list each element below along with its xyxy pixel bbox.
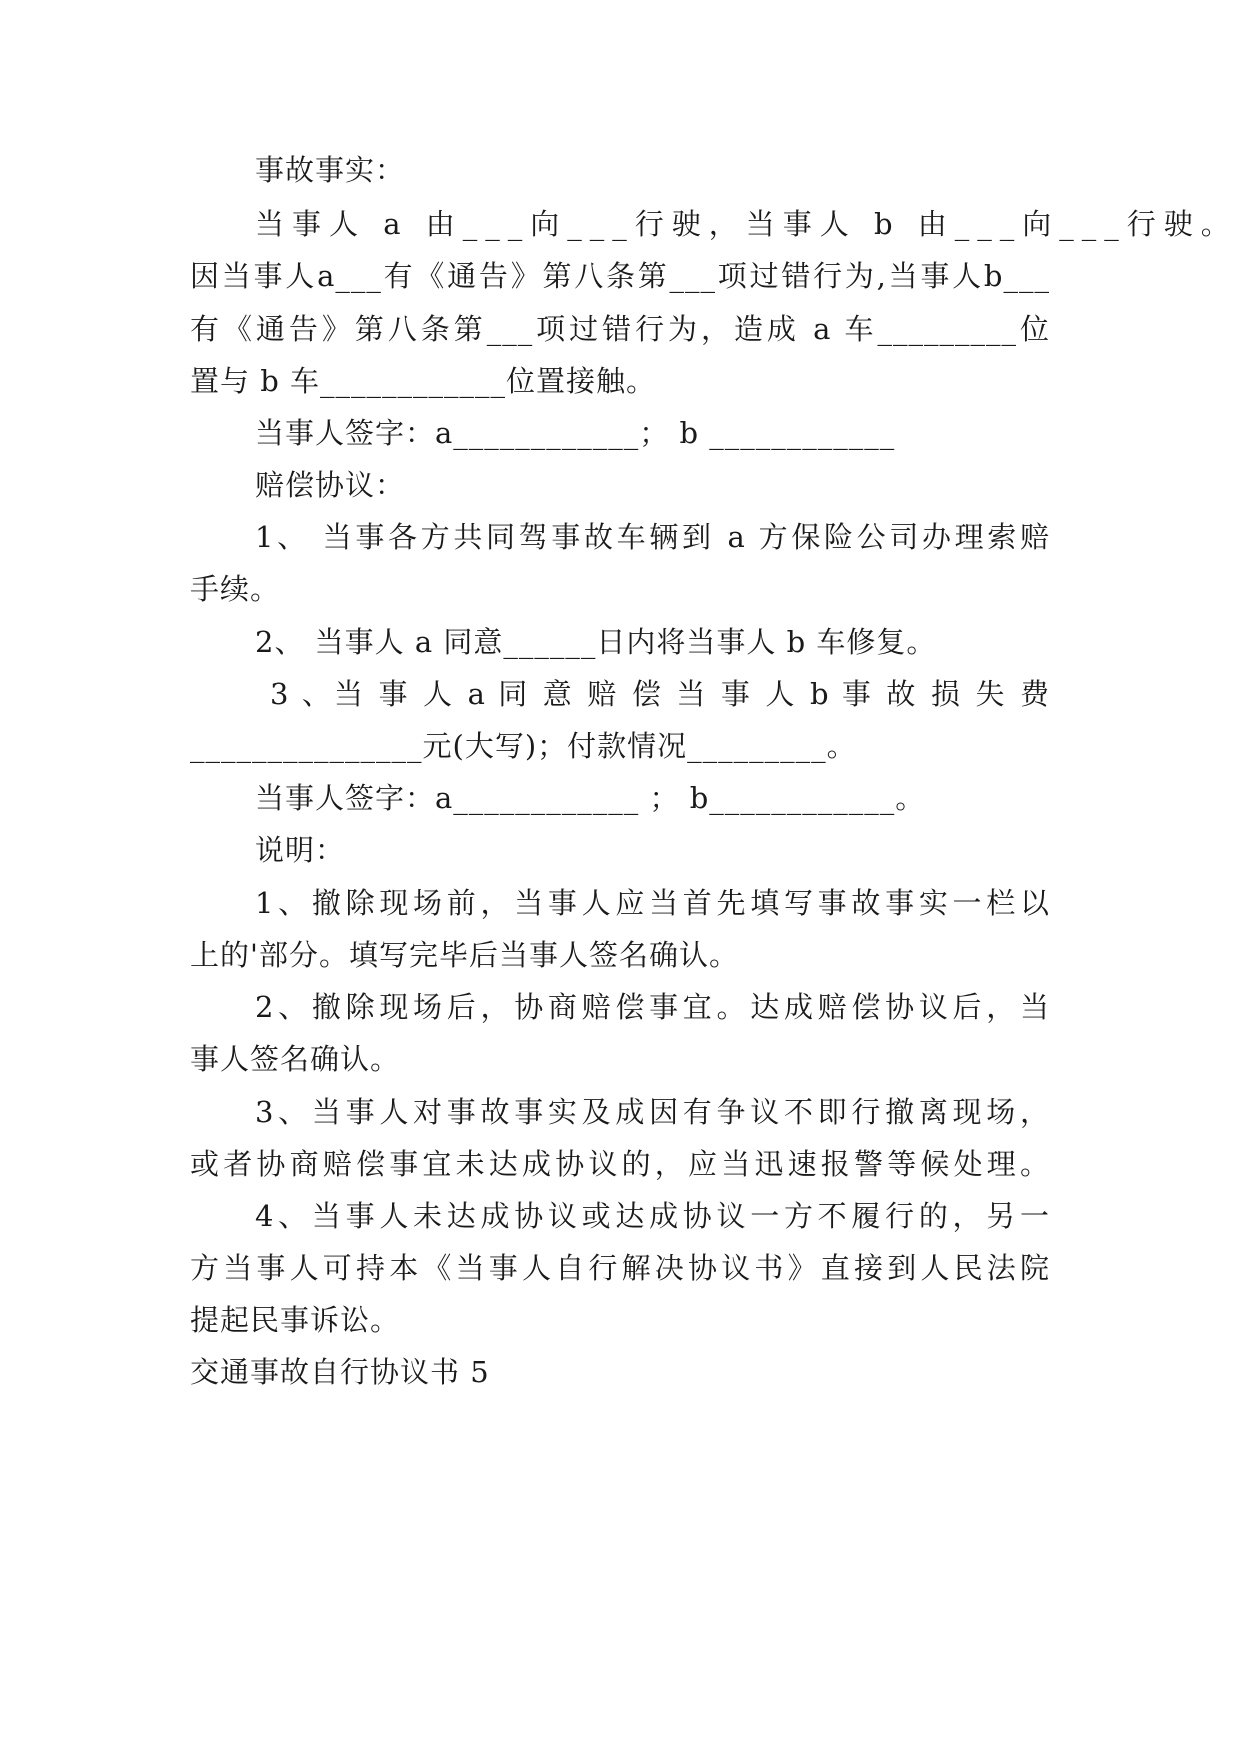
- note-item-continued: 方当事人可持本《当事人自行解决协议书》直接到人民法院: [190, 1251, 1050, 1285]
- signature-line: 当事人签字：a____________ ； b____________。: [255, 781, 926, 815]
- paragraph-line: 置与 b 车____________位置接触。: [190, 364, 657, 398]
- note-item-continued: 事人签名确认。: [190, 1042, 401, 1076]
- agreement-item: 3 、当 事 人 a 同 意 赔 偿 当 事 人 b 事 故 损 失 费: [270, 677, 1050, 711]
- agreement-item-continued: 手续。: [190, 572, 281, 606]
- note-item: 3、当事人对事故事实及成因有争议不即行撤离现场，: [255, 1095, 1050, 1129]
- section-title: 交通事故自行协议书 5: [190, 1355, 490, 1389]
- paragraph-line: 因当事人a___有《通告》第八条第___项过错行为,当事人b___: [190, 259, 1050, 293]
- agreement-item: 1、 当事各方共同驾事故车辆到 a 方保险公司办理索赔: [255, 520, 1050, 554]
- heading-notes: 说明：: [255, 833, 346, 867]
- agreement-item: 2、 当事人 a 同意______日内将当事人 b 车修复。: [255, 625, 937, 659]
- note-item: 1、撤除现场前，当事人应当首先填写事故事实一栏以: [255, 886, 1050, 920]
- signature-line: 当事人签字：a____________； b ____________: [255, 416, 896, 450]
- note-item: 2、撤除现场后，协商赔偿事宜。达成赔偿协议后，当: [255, 990, 1050, 1024]
- agreement-item-continued: _______________元(大写)；付款情况_________。: [190, 729, 857, 763]
- heading-compensation-agreement: 赔偿协议：: [255, 468, 406, 502]
- note-item-continued: 上的'部分。填写完毕后当事人签名确认。: [190, 938, 739, 972]
- heading-accident-facts: 事故事实：: [255, 153, 406, 187]
- note-item-continued: 提起民事诉讼。: [190, 1303, 401, 1337]
- note-item: 4、当事人未达成协议或达成协议一方不履行的，另一: [255, 1199, 1050, 1233]
- note-item-continued: 或者协商赔偿事宜未达成协议的，应当迅速报警等候处理。: [190, 1147, 1050, 1181]
- paragraph-line: 有《通告》第八条第___项过错行为，造成 a 车_________位: [190, 312, 1050, 346]
- paragraph-line: 当事人 a 由___向___行驶，当事人 b 由___向___行驶。: [255, 207, 1238, 241]
